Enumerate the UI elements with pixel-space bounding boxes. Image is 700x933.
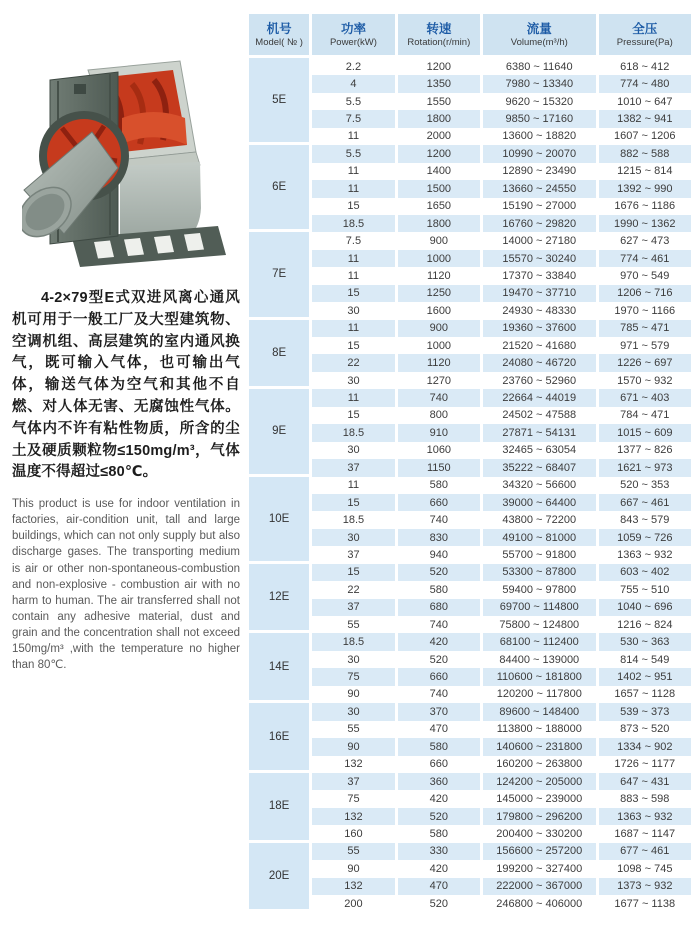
table-row (249, 354, 691, 371)
data-cell: 1040 ~ 696 (599, 599, 691, 616)
data-cell: 627 ~ 473 (599, 232, 691, 249)
data-cell: 15 (312, 198, 394, 215)
data-cell: 970 ~ 549 (599, 267, 691, 284)
data-cell: 603 ~ 402 (599, 564, 691, 581)
data-cell: 1621 ~ 973 (599, 459, 691, 476)
data-cell: 4 (312, 75, 394, 92)
data-cell: 84400 ~ 139000 (483, 651, 596, 668)
table-row (249, 198, 691, 215)
table-row (249, 180, 691, 197)
data-cell: 1059 ~ 726 (599, 529, 691, 546)
table-row (249, 825, 691, 842)
data-cell: 30 (312, 651, 394, 668)
data-cell: 6380 ~ 11640 (483, 58, 596, 75)
data-cell: 520 (398, 808, 480, 825)
data-cell: 75800 ~ 124800 (483, 616, 596, 633)
data-cell: 1120 (398, 267, 480, 284)
data-cell: 39000 ~ 64400 (483, 494, 596, 511)
data-cell: 774 ~ 480 (599, 75, 691, 92)
data-cell: 7980 ~ 13340 (483, 75, 596, 92)
data-cell: 1687 ~ 1147 (599, 825, 691, 842)
data-cell: 17370 ~ 33840 (483, 267, 596, 284)
data-cell: 1270 (398, 372, 480, 389)
table-row (249, 163, 691, 180)
table-row (249, 267, 691, 284)
data-cell: 1200 (398, 58, 480, 75)
col-header-rotation (398, 14, 480, 58)
data-cell: 30 (312, 372, 394, 389)
data-cell: 1800 (398, 110, 480, 127)
data-cell: 740 (398, 389, 480, 406)
data-cell: 132 (312, 878, 394, 895)
data-cell: 1657 ~ 1128 (599, 686, 691, 703)
data-cell: 1550 (398, 93, 480, 110)
data-cell: 18.5 (312, 215, 394, 232)
table-row (249, 633, 691, 650)
table-row (249, 878, 691, 895)
data-cell: 774 ~ 461 (599, 250, 691, 267)
data-cell: 246800 ~ 406000 (483, 895, 596, 912)
data-cell: 1392 ~ 990 (599, 180, 691, 197)
data-cell: 179800 ~ 296200 (483, 808, 596, 825)
table-row (249, 442, 691, 459)
data-cell: 1726 ~ 1177 (599, 756, 691, 773)
col-header-en: Pressure(Pa) (616, 37, 673, 48)
data-cell: 199200 ~ 327400 (483, 860, 596, 877)
data-cell: 132 (312, 808, 394, 825)
data-cell: 1800 (398, 215, 480, 232)
model-cell-18E: 18E (249, 773, 309, 843)
data-cell: 1200 (398, 145, 480, 162)
data-cell: 24502 ~ 47588 (483, 407, 596, 424)
data-cell: 1120 (398, 354, 480, 371)
data-cell: 5.5 (312, 145, 394, 162)
table-row (249, 128, 691, 145)
table-row (249, 529, 691, 546)
data-cell: 873 ~ 520 (599, 721, 691, 738)
table-row (249, 110, 691, 127)
model-cell-20E: 20E (249, 843, 309, 913)
data-cell: 785 ~ 471 (599, 320, 691, 337)
data-cell: 470 (398, 721, 480, 738)
data-cell: 18.5 (312, 633, 394, 650)
data-cell: 15 (312, 564, 394, 581)
data-cell: 10990 ~ 20070 (483, 145, 596, 162)
data-cell: 1377 ~ 826 (599, 442, 691, 459)
table-row (249, 738, 691, 755)
data-cell: 1402 ~ 951 (599, 668, 691, 685)
data-cell: 740 (398, 616, 480, 633)
data-cell: 132 (312, 756, 394, 773)
data-cell: 55 (312, 843, 394, 860)
col-header-power (312, 14, 394, 58)
data-cell: 680 (398, 599, 480, 616)
data-cell: 539 ~ 373 (599, 703, 691, 720)
col-header-cn: 机号 (266, 22, 292, 36)
data-cell: 13600 ~ 18820 (483, 128, 596, 145)
data-cell: 37 (312, 459, 394, 476)
col-header-model (249, 14, 309, 58)
data-cell: 660 (398, 756, 480, 773)
data-cell: 55700 ~ 91800 (483, 546, 596, 563)
data-cell: 1373 ~ 932 (599, 878, 691, 895)
data-cell: 1215 ~ 814 (599, 163, 691, 180)
data-cell: 21520 ~ 41680 (483, 337, 596, 354)
data-cell: 11 (312, 389, 394, 406)
model-cell-16E: 16E (249, 703, 309, 773)
data-cell: 15190 ~ 27000 (483, 198, 596, 215)
table-row (249, 232, 691, 249)
data-cell: 9620 ~ 15320 (483, 93, 596, 110)
table-row (249, 320, 691, 337)
table-row (249, 407, 691, 424)
data-cell: 1000 (398, 250, 480, 267)
left-column (12, 14, 240, 673)
table-row (249, 372, 691, 389)
data-cell: 11 (312, 250, 394, 267)
table-row (249, 860, 691, 877)
data-cell: 971 ~ 579 (599, 337, 691, 354)
data-cell: 140600 ~ 231800 (483, 738, 596, 755)
data-cell: 882 ~ 588 (599, 145, 691, 162)
data-cell: 1400 (398, 163, 480, 180)
data-cell: 37 (312, 599, 394, 616)
table-row (249, 616, 691, 633)
col-header-cn: 流量 (526, 22, 552, 36)
table-row (249, 477, 691, 494)
data-cell: 520 (398, 651, 480, 668)
data-cell: 14000 ~ 27180 (483, 232, 596, 249)
data-cell: 23760 ~ 52960 (483, 372, 596, 389)
data-cell: 420 (398, 790, 480, 807)
table-row (249, 721, 691, 738)
table-row (249, 389, 691, 406)
table-row (249, 75, 691, 92)
english-description: This product is use for indoor ventilation in factories, air-condition unit, tall and large buildings, which can not only supply but also discharge gases. The transporting medium is air or other non-spontaneous-combustion and non-explosive - combustion air with no harm to human. The air transferred shall not contain any adhesive material, dust and grain and the concentration shall not exceed 150mg/m³ ,with the temperature no higher than 80℃. (12, 498, 240, 672)
data-cell: 940 (398, 546, 480, 563)
data-cell: 370 (398, 703, 480, 720)
data-cell: 11 (312, 128, 394, 145)
data-cell: 22 (312, 354, 394, 371)
data-cell: 90 (312, 860, 394, 877)
data-cell: 1216 ~ 824 (599, 616, 691, 633)
table-row (249, 773, 691, 790)
data-cell: 30 (312, 703, 394, 720)
table-row (249, 790, 691, 807)
data-cell: 800 (398, 407, 480, 424)
data-cell: 1363 ~ 932 (599, 546, 691, 563)
table-row (249, 285, 691, 302)
table-row (249, 843, 691, 860)
data-cell: 18.5 (312, 424, 394, 441)
data-cell: 90 (312, 738, 394, 755)
data-cell: 900 (398, 320, 480, 337)
data-cell: 15 (312, 407, 394, 424)
data-cell: 19360 ~ 37600 (483, 320, 596, 337)
data-cell: 755 ~ 510 (599, 581, 691, 598)
data-cell: 68100 ~ 112400 (483, 633, 596, 650)
data-cell: 1206 ~ 716 (599, 285, 691, 302)
data-cell: 27871 ~ 54131 (483, 424, 596, 441)
data-cell: 618 ~ 412 (599, 58, 691, 75)
data-cell: 22664 ~ 44019 (483, 389, 596, 406)
data-cell: 156600 ~ 257200 (483, 843, 596, 860)
table-row (249, 546, 691, 563)
data-cell: 222000 ~ 367000 (483, 878, 596, 895)
col-header-en: Rotation(r/min) (407, 37, 471, 48)
table-row (249, 250, 691, 267)
data-cell: 520 ~ 353 (599, 477, 691, 494)
data-cell: 89600 ~ 148400 (483, 703, 596, 720)
data-cell: 530 ~ 363 (599, 633, 691, 650)
table-row (249, 145, 691, 162)
data-cell: 1382 ~ 941 (599, 110, 691, 127)
data-cell: 90 (312, 686, 394, 703)
data-cell: 120200 ~ 117800 (483, 686, 596, 703)
data-cell: 843 ~ 579 (599, 511, 691, 528)
table-header-row (249, 14, 691, 58)
data-cell: 520 (398, 564, 480, 581)
data-cell: 37 (312, 773, 394, 790)
data-cell: 160 (312, 825, 394, 842)
data-cell: 910 (398, 424, 480, 441)
table-row (249, 668, 691, 685)
data-cell: 520 (398, 895, 480, 912)
data-cell: 1150 (398, 459, 480, 476)
data-cell: 19470 ~ 37710 (483, 285, 596, 302)
table-row (249, 215, 691, 232)
data-cell: 24080 ~ 46720 (483, 354, 596, 371)
data-cell: 11 (312, 267, 394, 284)
table-row (249, 686, 691, 703)
data-cell: 677 ~ 461 (599, 843, 691, 860)
data-cell: 1677 ~ 1138 (599, 895, 691, 912)
data-cell: 43800 ~ 72200 (483, 511, 596, 528)
fan-product-image (22, 56, 228, 268)
data-cell: 784 ~ 471 (599, 407, 691, 424)
col-header-cn: 功率 (340, 22, 366, 36)
data-cell: 360 (398, 773, 480, 790)
data-cell: 75 (312, 790, 394, 807)
data-cell: 1990 ~ 1362 (599, 215, 691, 232)
data-cell: 7.5 (312, 232, 394, 249)
data-cell: 580 (398, 738, 480, 755)
data-cell: 2.2 (312, 58, 394, 75)
model-cell-10E: 10E (249, 477, 309, 564)
data-cell: 1600 (398, 302, 480, 319)
data-cell: 1334 ~ 902 (599, 738, 691, 755)
data-cell: 1250 (398, 285, 480, 302)
data-cell: 13660 ~ 24550 (483, 180, 596, 197)
model-cell-8E: 8E (249, 320, 309, 390)
data-cell: 1607 ~ 1206 (599, 128, 691, 145)
data-cell: 11 (312, 163, 394, 180)
data-cell: 740 (398, 511, 480, 528)
data-cell: 900 (398, 232, 480, 249)
data-cell: 667 ~ 461 (599, 494, 691, 511)
data-cell: 1500 (398, 180, 480, 197)
model-cell-5E: 5E (249, 58, 309, 145)
data-cell: 124200 ~ 205000 (483, 773, 596, 790)
table-row (249, 703, 691, 720)
data-cell: 814 ~ 549 (599, 651, 691, 668)
data-cell: 1970 ~ 1166 (599, 302, 691, 319)
table-row (249, 564, 691, 581)
col-header-volume (483, 14, 596, 58)
table-row (249, 511, 691, 528)
data-cell: 1650 (398, 198, 480, 215)
data-cell: 15 (312, 337, 394, 354)
data-cell: 1363 ~ 932 (599, 808, 691, 825)
data-cell: 145000 ~ 239000 (483, 790, 596, 807)
data-cell: 1570 ~ 932 (599, 372, 691, 389)
data-cell: 200 (312, 895, 394, 912)
data-cell: 11 (312, 477, 394, 494)
data-cell: 420 (398, 860, 480, 877)
data-cell: 30 (312, 302, 394, 319)
data-cell: 55 (312, 616, 394, 633)
data-cell: 580 (398, 825, 480, 842)
data-cell: 16760 ~ 29820 (483, 215, 596, 232)
data-cell: 69700 ~ 114800 (483, 599, 596, 616)
data-cell: 1226 ~ 697 (599, 354, 691, 371)
data-cell: 580 (398, 477, 480, 494)
data-cell: 113800 ~ 188000 (483, 721, 596, 738)
data-cell: 7.5 (312, 110, 394, 127)
table-row (249, 581, 691, 598)
data-cell: 1015 ~ 609 (599, 424, 691, 441)
data-cell: 1010 ~ 647 (599, 93, 691, 110)
table-row (249, 424, 691, 441)
col-header-pressure (599, 14, 691, 58)
data-cell: 15 (312, 494, 394, 511)
table-row (249, 302, 691, 319)
model-cell-14E: 14E (249, 633, 309, 703)
data-cell: 11 (312, 180, 394, 197)
data-cell: 160200 ~ 263800 (483, 756, 596, 773)
col-header-en: Volume(m³/h) (510, 37, 568, 48)
data-cell: 470 (398, 878, 480, 895)
data-cell: 420 (398, 633, 480, 650)
table-row (249, 494, 691, 511)
data-cell: 647 ~ 431 (599, 773, 691, 790)
data-cell: 671 ~ 403 (599, 389, 691, 406)
data-cell: 15 (312, 285, 394, 302)
col-header-cn: 转速 (426, 22, 452, 36)
data-cell: 5.5 (312, 93, 394, 110)
model-cell-7E: 7E (249, 232, 309, 319)
table-row (249, 459, 691, 476)
table-row (249, 93, 691, 110)
data-cell: 24930 ~ 48330 (483, 302, 596, 319)
data-cell: 15570 ~ 30240 (483, 250, 596, 267)
data-cell: 30 (312, 442, 394, 459)
data-cell: 830 (398, 529, 480, 546)
spec-table (246, 14, 694, 912)
table-row (249, 337, 691, 354)
data-cell: 75 (312, 668, 394, 685)
table-row (249, 808, 691, 825)
data-cell: 660 (398, 668, 480, 685)
data-cell: 9850 ~ 17160 (483, 110, 596, 127)
data-cell: 11 (312, 320, 394, 337)
data-cell: 34320 ~ 56600 (483, 477, 596, 494)
data-cell: 32465 ~ 63054 (483, 442, 596, 459)
table-row (249, 58, 691, 75)
data-cell: 580 (398, 581, 480, 598)
data-cell: 660 (398, 494, 480, 511)
table-row (249, 895, 691, 912)
col-header-en: Power(kW) (329, 37, 377, 48)
data-cell: 1060 (398, 442, 480, 459)
data-cell: 12890 ~ 23490 (483, 163, 596, 180)
model-cell-6E: 6E (249, 145, 309, 232)
data-cell: 1000 (398, 337, 480, 354)
data-cell: 883 ~ 598 (599, 790, 691, 807)
data-cell: 49100 ~ 81000 (483, 529, 596, 546)
data-cell: 330 (398, 843, 480, 860)
data-cell: 1098 ~ 745 (599, 860, 691, 877)
data-cell: 55 (312, 721, 394, 738)
chinese-description: 4-2×79型E式双进风离心通风机可用于一般工厂及大型建筑物、空调机组、高层建筑的室内通风换气，既可输入气体，也可输出气体，输送气体为空气和其他不自燃、对人体无害、无腐蚀性气体。气体内不许有粘性物质，所含的尘土及硬质颗粒物≤150mg/m³，气体温度不得超过≤80℃。 (12, 290, 240, 481)
data-cell: 1350 (398, 75, 480, 92)
col-header-cn: 全压 (632, 22, 658, 36)
data-cell: 18.5 (312, 511, 394, 528)
model-cell-12E: 12E (249, 564, 309, 634)
centrifugal-fan-photo-icon (22, 56, 228, 268)
data-cell: 59400 ~ 97800 (483, 581, 596, 598)
data-cell: 740 (398, 686, 480, 703)
table-row (249, 599, 691, 616)
data-cell: 1676 ~ 1186 (599, 198, 691, 215)
data-cell: 35222 ~ 68407 (483, 459, 596, 476)
table-row (249, 756, 691, 773)
data-cell: 22 (312, 581, 394, 598)
table-row (249, 651, 691, 668)
data-cell: 53300 ~ 87800 (483, 564, 596, 581)
col-header-en: Model( № ) (255, 37, 303, 48)
data-cell: 30 (312, 529, 394, 546)
data-cell: 37 (312, 546, 394, 563)
data-cell: 200400 ~ 330200 (483, 825, 596, 842)
data-cell: 110600 ~ 181800 (483, 668, 596, 685)
data-cell: 2000 (398, 128, 480, 145)
model-cell-9E: 9E (249, 389, 309, 476)
